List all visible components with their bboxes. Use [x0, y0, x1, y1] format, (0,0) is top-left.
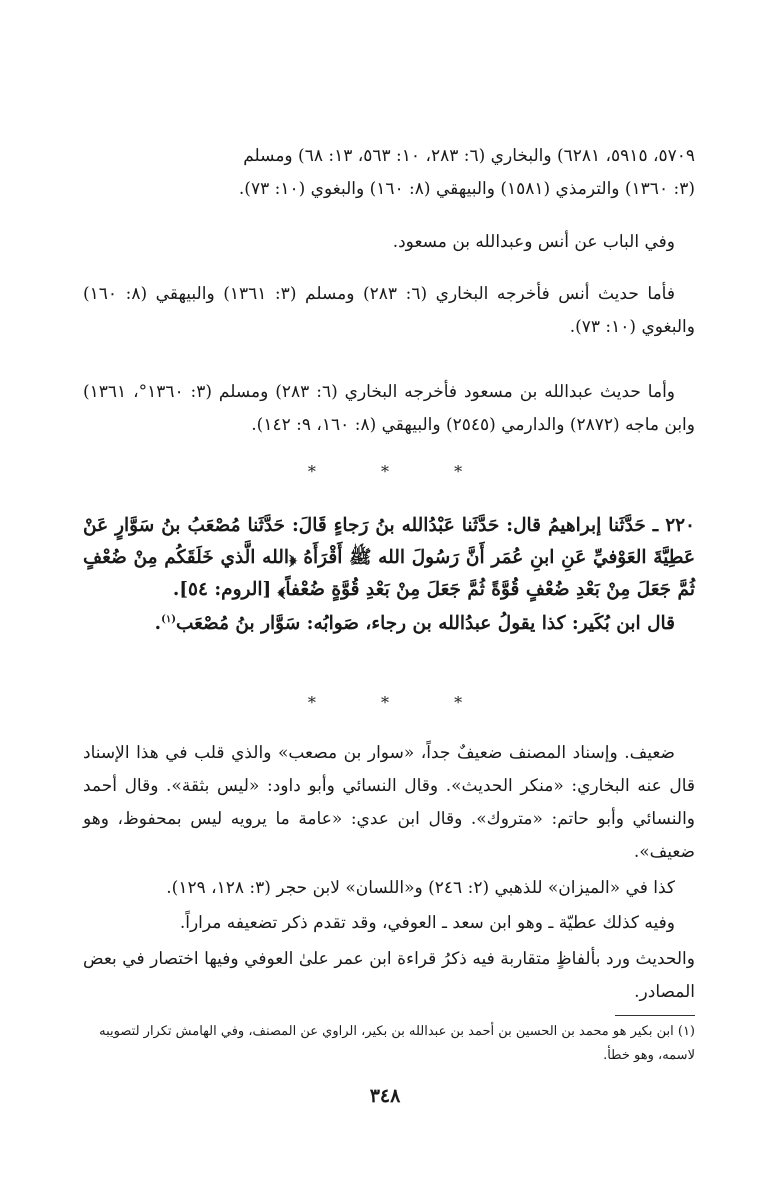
ibn-bukayr-text: قال ابن بُكَير: كذا يقولُ عبدُالله بن رجاء، صَوابُه: سَوَّار بنُ مُصْعَب — [175, 613, 675, 634]
footnote-reference: (١) — [161, 613, 176, 625]
commentary-paragraph-1: ضعيف. وإسناد المصنف ضعيفٌ جداً، «سوار بن مصعب» والذي قلب في هذا الإسناد قال عنه البخاري: «منكر الحديث». وقال النسائي وأبو داود: «ليس بثقة». وقال أحمد والنسائي وأبو حاتم: «متروك». وقال ابن عدي: «عامة ما يرويه ليس بمحفوظ، وهو ضعيف». — [83, 743, 695, 862]
anas-hadith-takhrij: فأما حديث أنس فأخرجه البخاري (٦: ٢٨٣) ومسلم (٣: ١٣٦١) والبيهقي (٨: ١٦٠) والبغوي (١٠: ٧٣). — [83, 284, 695, 337]
takhrij-line-1: ٥٧٠٩، ٥٩١٥، ٦٢٨١) والبخاري (٦: ٢٨٣، ١٠: ٥٦٣، ١٣: ٦٨) ومسلم — [243, 146, 695, 166]
footnote-rule — [615, 1015, 695, 1016]
chapter-note: وفي الباب عن أنس وعبدالله بن مسعود. — [392, 232, 675, 252]
section-separator-bottom: * * * — [307, 693, 493, 712]
takhrij-intro — [83, 140, 695, 206]
ibn-masud-hadith-takhrij: وأما حديث عبدالله بن مسعود فأخرجه البخاري (٦: ٢٨٣) ومسلم (٣: ١٣٦٠°، ١٣٦١) وابن ماجه (٢٨٧٢) والدارمي (٢٥٤٥) والبيهقي (٨: ١٦٠، ٩: ١٤٢). — [83, 382, 695, 435]
takhrij-line-2: (٣: ١٣٦٠) والترمذي (١٥٨١) والبيهقي (٨: ١٦٠) والبغوي (١٠: ٧٣). — [238, 179, 695, 199]
ibn-bukayr-comment — [83, 608, 695, 640]
ibn-bukayr-end: . — [154, 613, 162, 634]
commentary-paragraph-3: وفيه كذلك عطيّة ـ وهو ابن سعد ـ العوفي، وقد تقدم ذكر تضعيفه مراراً. — [179, 913, 675, 933]
footnote-1: (١) ابن بكير هو محمد بن الحسين بن أحمد بن عبدالله بن بكير، الراوي عن المصنف، وفي الهامش تكرار لتصويبه لاسمه، وهو خطأ. — [99, 1024, 695, 1063]
page-number: ٣٤٨ — [369, 1085, 401, 1107]
commentary-paragraph-4: والحديث ورد بألفاظٍ متقاربة فيه ذكرُ قراءة ابن عمر علىٰ العوفي وفيها اختصار في بعض المصادر. — [83, 949, 695, 1002]
commentary-paragraph-2: كذا في «الميزان» للذهبي (٢: ٢٤٦) و«اللسان» لابن حجر (٣: ١٢٨، ١٢٩). — [166, 878, 675, 898]
section-separator-top: * * * — [307, 462, 493, 481]
hadith-220-text: ٢٢٠ ـ حَدَّثَنا إبراهيمُ قال: حَدَّثَنا عَبْدُالله بنُ رَجاءٍ قَالَ: حَدَّثَنا مُصْعَبُ بنُ سَوَّارٍ عَنْ عَطِيَّةَ العَوْفيِّ عَنِ ابنِ عُمَر أَنَّ رَسُولَ الله ﷺ أَقْرَأَهُ ﴿الله الَّذي خَلَقَكُم مِنْ ضُعْفٍ ثُمَّ جَعَلَ مِنْ بَعْدِ ضُعْفٍ قُوَّةً ثُمَّ جَعَلَ مِنْ بَعْدِ قُوَّةٍ ضُعْفاً﴾ [الروم: ٥٤]. — [83, 515, 695, 600]
